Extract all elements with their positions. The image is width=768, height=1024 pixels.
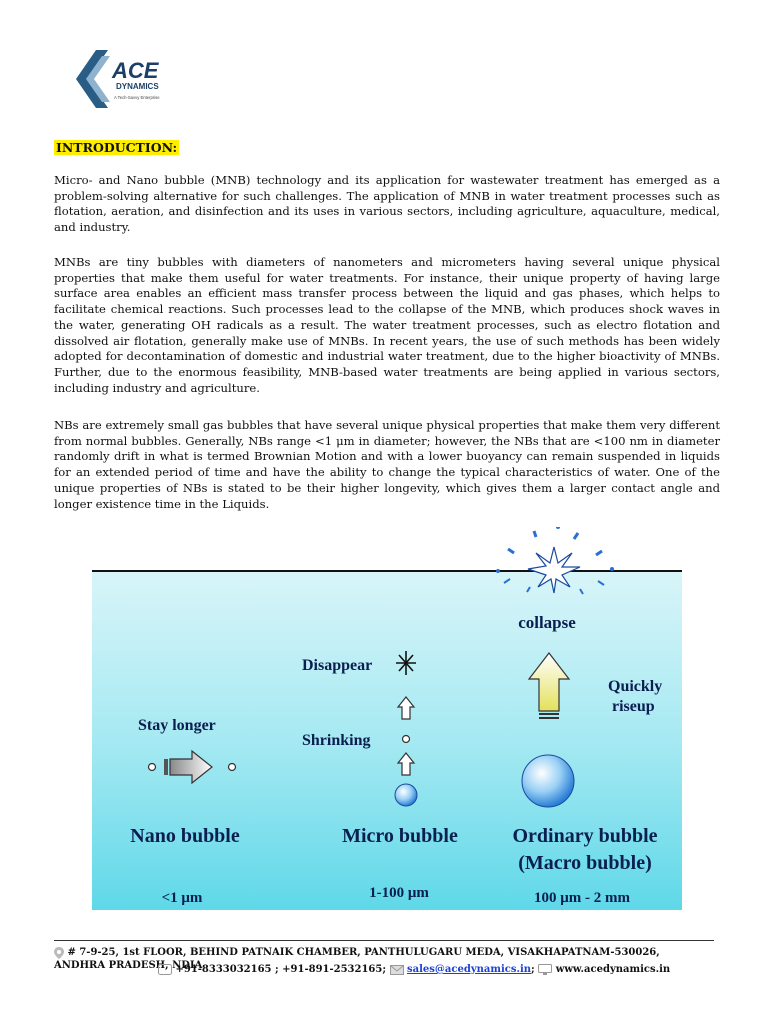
- phone-numbers: +91-8333032165 ; +91-891-2532165;: [175, 964, 387, 975]
- label-disappear: Disappear: [302, 657, 373, 674]
- size-ordinary: 100 μm - 2 mm: [534, 890, 630, 906]
- caption-micro-bubble: Micro bubble: [342, 825, 458, 847]
- caption-nano-bubble: Nano bubble: [130, 825, 240, 847]
- size-nano: <1 μm: [161, 890, 203, 906]
- email-icon: [390, 965, 404, 975]
- logo-name: ACE: [112, 58, 159, 83]
- footer-contact: [158, 963, 670, 976]
- shrinking-bubble: [403, 736, 410, 743]
- size-micro: 1-100 μm: [369, 885, 429, 901]
- label-collapse: collapse: [518, 613, 576, 632]
- monitor-icon: [538, 964, 552, 976]
- email-separator: ;: [531, 964, 535, 975]
- intro-paragraph-2: MNBs are tiny bubbles with diameters of nanometers and micrometers having several unique physical properties that make them useful for water treatments. For instance, their unique property of having large surface area enables an efficient mass transfer process between the liquid and gas phases, which helps to facilitate chemical reactions. Such processes lead to the collapse of the MNB, which produces shock waves in the water, generating OH radicals as a result. The water treatment processes, such as electro flotation and dissolved air flotation, generally make use of MNBs. In recent years, the use of such methods has been widely adopted for decontamination of domestic and industrial water treatment, due to the higher bioactivity of MNBs. Further, due to the enormous feasibility, MNB-based water treatments are being applied in various sectors, including industry and agriculture.: [54, 255, 720, 395]
- bubble-comparison-figure: [92, 527, 682, 910]
- label-quickly: Quickly: [608, 678, 663, 695]
- macro-bubble: [522, 755, 574, 807]
- address-text: # 7-9-25, 1st FLOOR, BEHIND PATNAIK CHAMBER, PANTHULUGARU MEDA, VISAKHAPATNAM-530026, ANDHRA PRADESH, NDIA: [54, 947, 660, 971]
- logo-subname: DYNAMICS: [116, 82, 159, 91]
- location-pin-icon: [54, 947, 64, 959]
- company-logo: [56, 44, 176, 114]
- website-text[interactable]: www.acedynamics.in: [555, 964, 671, 975]
- intro-paragraph-1: Micro- and Nano bubble (MNB) technology and its application for wastewater treatment has emerged as a problem-solving alternative for such challenges. The application of MNB in water treatment processes such as flotation, aeration, and disinfection and its uses in various sectors, including agriculture, aquaculture, medical, and industry.: [54, 173, 720, 235]
- logo-tagline: A Tech-Savvy Enterprise: [114, 95, 160, 100]
- caption-ordinary-bubble: Ordinary bubble: [512, 825, 658, 847]
- label-stay-longer: Stay longer: [138, 717, 216, 734]
- label-shrinking: Shrinking: [302, 732, 371, 749]
- nano-bubble-left: [149, 764, 156, 771]
- caption-macro-bubble: (Macro bubble): [518, 852, 652, 874]
- micro-bubble: [395, 784, 417, 806]
- intro-paragraph-3: NBs are extremely small gas bubbles that have several unique physical properties that make them very different from normal bubbles. Generally, NBs range <1 μm in diameter; however, the NBs that are <100 nm in diameter randomly drift in what is termed Brownian Motion and with a lower buoyancy can remain suspended in liquids for an extended period of time and have the ability to change the typical characteristics of water. One of the unique properties of NBs is stated to be their higher longevity, which gives them a larger contact angle and longer existence time in the Liquids.: [54, 418, 720, 511]
- email-link[interactable]: sales@acedynamics.in: [407, 964, 532, 975]
- phone-icon: [158, 964, 172, 975]
- section-heading: INTRODUCTION:: [56, 140, 178, 155]
- label-riseup: riseup: [612, 698, 655, 715]
- nano-bubble-right: [229, 764, 236, 771]
- footer-divider: [54, 940, 714, 941]
